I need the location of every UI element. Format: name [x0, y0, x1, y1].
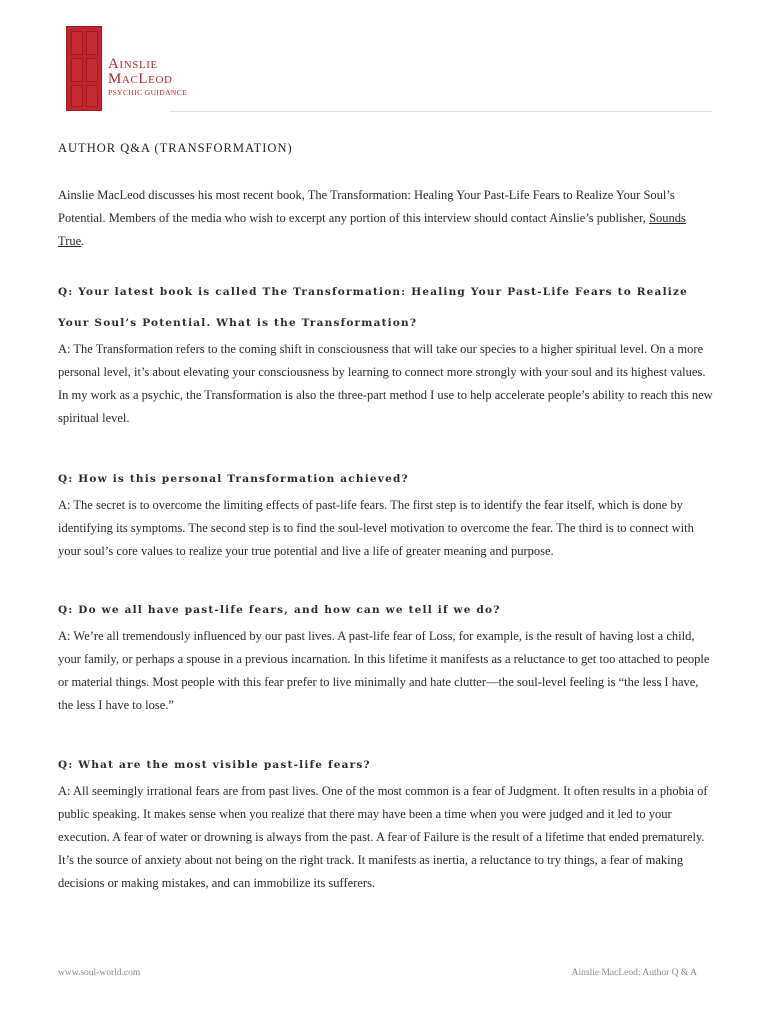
question-3: Q: Do we all have past-life fears, and how can we tell if we do?	[58, 604, 501, 616]
header-divider	[170, 111, 712, 112]
intro-text: Ainslie MacLeod discusses his most recent book, The Transformation: Healing Your Past-Life Fears to Realize Your Soul’s Potential. Members of the media who wish to excerpt any portion of this interview should contact Ainslie’s publisher,	[58, 188, 675, 225]
answer-1: A: The Transformation refers to the coming shift in consciousness that will take our species to a higher spiritual level. On a more personal level, it’s about elevating your consciousness by learning to connect more strongly with your soul and its highest values. In my work as a psychic, the Transformation is also the three-part method I use to help accelerate people’s ability to reach this new spiritual level.	[58, 342, 713, 425]
question-1: Q: Your latest book is called The Transformation: Healing Your Past-Life Fears to Realize Your Soul’s Potential. What is the Transformation?	[58, 286, 688, 329]
page-title: AUTHOR Q&A (TRANSFORMATION)	[58, 141, 293, 155]
footer-website: www.soul-world.com	[58, 968, 141, 978]
footer-title: Ainslie MacLeod: Author Q & A	[571, 968, 697, 978]
header	[66, 26, 712, 112]
intro-paragraph	[58, 184, 714, 253]
brand-logo	[108, 57, 187, 98]
answer-2: A: The secret is to overcome the limiting effects of past-life fears. The first step is to identify the fear itself, which is done by identifying its symptoms. The second step is to find the soul-level motivation to overcome the fear. The third is to connect with your soul’s core values to realize your true potential and live a life of greater meaning and purpose.	[58, 498, 694, 558]
brand-name-line1: Ainslie	[108, 56, 158, 72]
brand-name-line2: MacLeod	[108, 71, 173, 87]
intro-end: .	[81, 234, 85, 248]
red-door-logo-icon	[66, 26, 102, 111]
answer-4: A: All seemingly irrational fears are from past lives. One of the most common is a fear of Judgment. It often results in a phobia of public speaking. It makes sense when you realize that there may have been a time when you were judged and it led to your execution. A fear of water or drowning is always from the past. A fear of Failure is the result of a lifetime that ended prematurely. It’s the source of anxiety about not being on the right track. It manifests as inertia, a reluctance to try things, a fear of making decisions or making mistakes, and can immobilize its sufferers.	[58, 784, 708, 890]
question-4: Q: What are the most visible past-life fears?	[58, 759, 371, 771]
question-2: Q: How is this personal Transformation achieved?	[58, 473, 409, 485]
sounds-true-link[interactable]: Sounds True	[58, 211, 686, 248]
brand-tagline: PSYCHIC GUIDANCE	[108, 88, 188, 97]
answer-3: A: We’re all tremendously influenced by our past lives. A past-life fear of Loss, for example, is the result of having lost a child, your family, or perhaps a spouse in a previous incarnation. In this lifetime it manifests as a reluctance to get too attached to people or material things. Most people with this fear prefer to live minimally and hate clutter—the soul-level feeling is “the less I have, the less I have to lose.”	[58, 629, 710, 712]
